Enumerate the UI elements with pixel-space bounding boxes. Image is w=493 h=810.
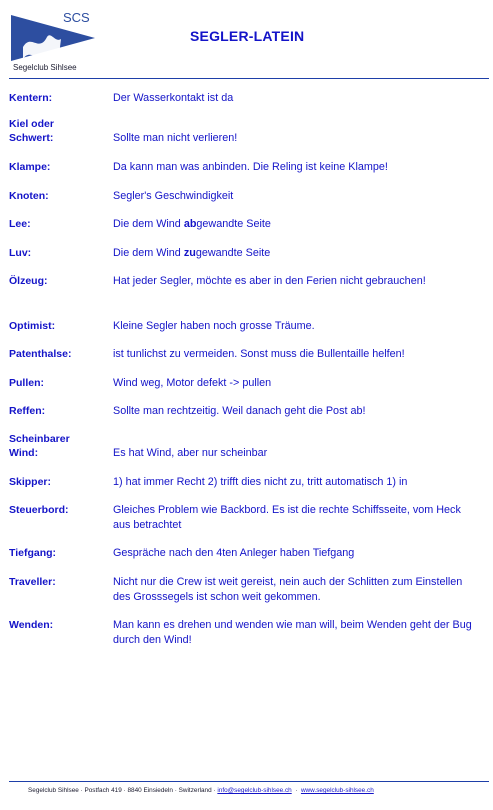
page-title: SEGLER-LATEIN [190, 28, 305, 44]
definition: Gespräche nach den 4ten Anleger haben Tiefgang [113, 547, 355, 559]
term: Luv: [9, 247, 32, 259]
term: Knoten: [9, 190, 49, 202]
definition: Der Wasserkontakt ist da [113, 92, 234, 104]
term: Pullen: [9, 377, 45, 389]
footer-divider [9, 781, 489, 782]
definition: Wind weg, Motor defekt -> pullen [113, 377, 272, 389]
definition: Sollte man rechtzeitig. Weil danach geht die Post ab! [113, 405, 366, 417]
term: Lee: [9, 218, 31, 230]
definition: Sollte man nicht verlieren! [113, 132, 238, 144]
definition: Es hat Wind, aber nur scheinbar [113, 447, 268, 459]
definition: Die dem Wind zugewandte Seite [113, 247, 271, 259]
logo-initials: SCS [63, 10, 90, 25]
club-name: Segelclub Sihlsee [13, 63, 77, 72]
term: Kiel oder Schwert: [9, 118, 54, 144]
term: Kentern: [9, 92, 53, 104]
term: Scheinbarer Wind: [9, 433, 70, 459]
term: Patenthalse: [9, 348, 72, 360]
definition: Gleiches Problem wie Backbord. Es ist die rechte Schiffsseite, vom Heck aus betrachtet [113, 504, 461, 531]
footer-website-link[interactable]: www.segelclub-sihlsee.ch [300, 787, 374, 794]
term: Ölzeug: [9, 275, 48, 287]
term: Tiefgang: [9, 547, 57, 559]
term: Optimist: [9, 320, 56, 332]
definition: Die dem Wind abgewandte Seite [113, 218, 271, 230]
term: Klampe: [9, 161, 51, 173]
definition: Kleine Segler haben noch grosse Träume. [113, 320, 315, 332]
footer-email-link[interactable]: info@segelclub-sihlsee.ch [217, 787, 292, 794]
term: Reffen: [9, 405, 46, 417]
definition: Da kann man was anbinden. Die Reling ist keine Klampe! [113, 161, 388, 173]
term: Traveller: [9, 576, 56, 588]
footer: Segelclub Sihlsee · Postfach 419 · 8840 Einsiedeln · Switzerland · info@segelclub-sihlsee.ch · www.segelclub-sihlsee.ch [28, 787, 374, 794]
definition: Man kann es drehen und wenden wie man will, beim Wenden geht der Bug durch den Wind! [113, 619, 472, 646]
definition: Segler's Geschwindigkeit [113, 190, 234, 202]
definition: ist tunlichst zu vermeiden. Sonst muss die Bullentaille helfen! [113, 348, 405, 360]
definition: Nicht nur die Crew ist weit gereist, nein auch der Schlitten zum Einstellen des Grosssegels ist schon weit gekommen. [113, 576, 463, 603]
footer-address: Segelclub Sihlsee · Postfach 419 · 8840 Einsiedeln · Switzerland · [28, 787, 216, 794]
term: Steuerbord: [9, 504, 69, 516]
term: Wenden: [9, 619, 54, 631]
definition: Hat jeder Segler, möchte es aber in den Ferien nicht gebrauchen! [113, 275, 426, 287]
term: Skipper: [9, 476, 52, 488]
definition: 1) hat immer Recht 2) trifft dies nicht zu, tritt automatisch 1) in [113, 476, 408, 488]
